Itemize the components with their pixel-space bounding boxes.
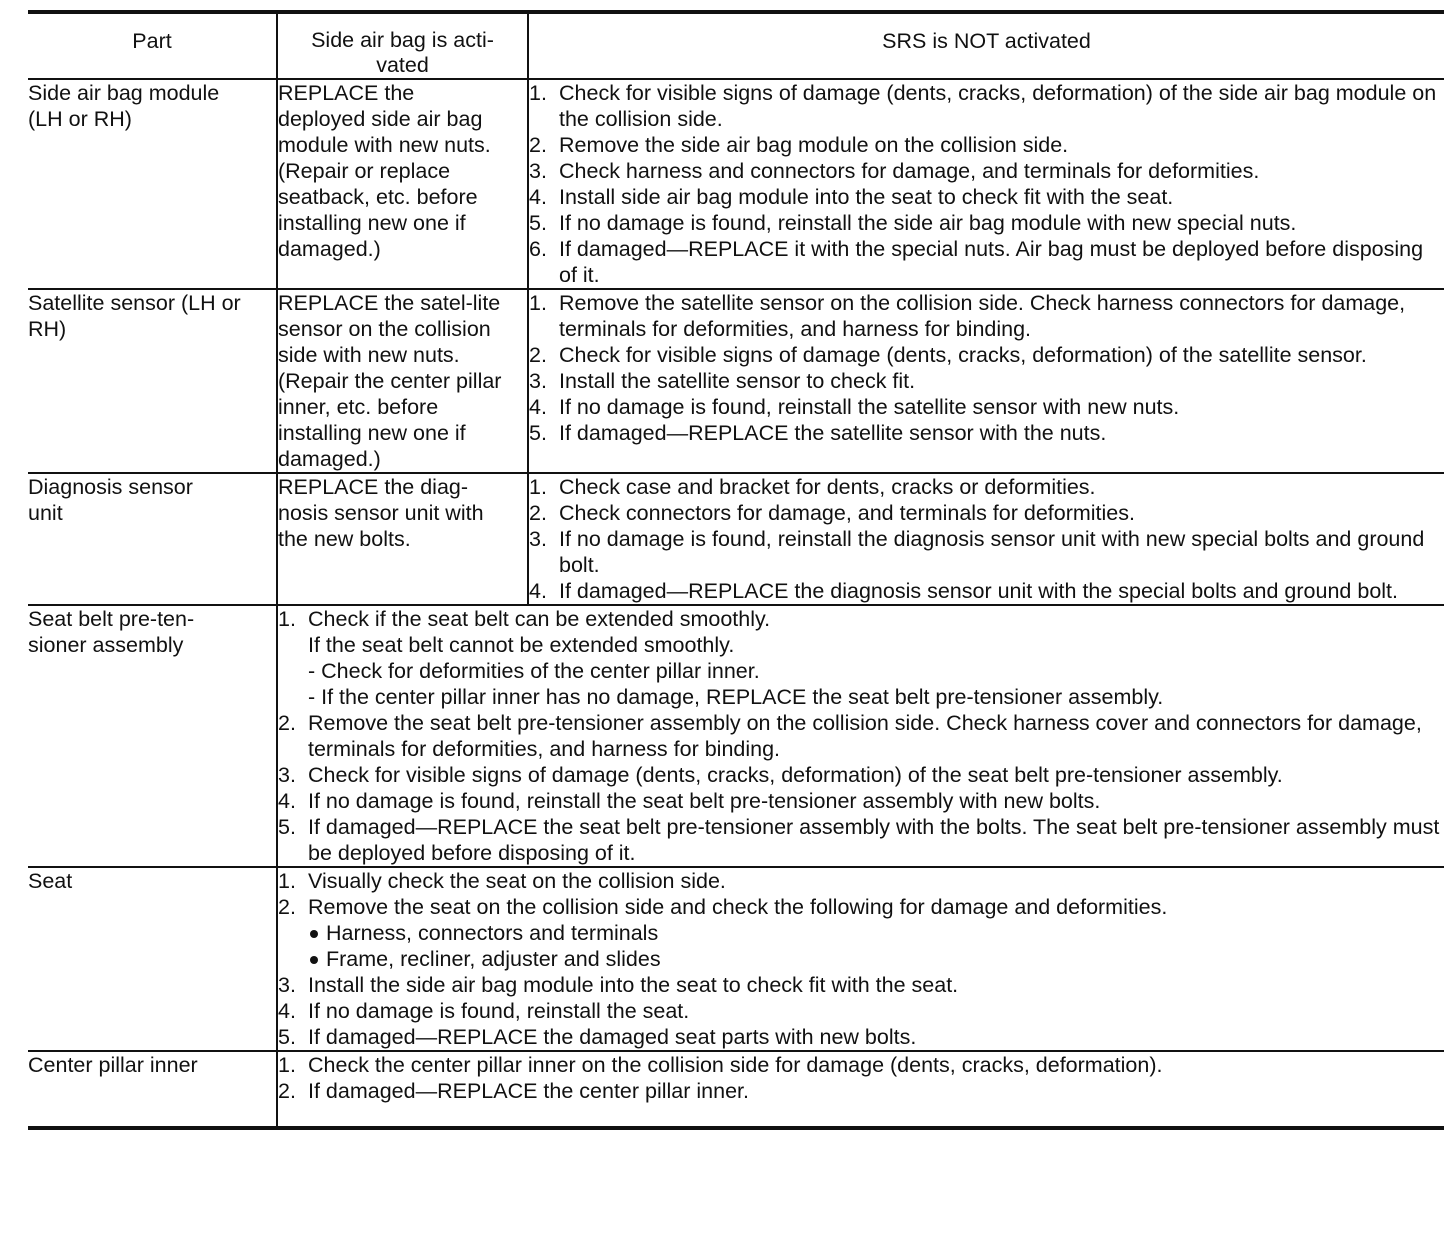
bullet-text: Frame, recliner, adjuster and slides <box>326 947 661 971</box>
step-item <box>529 184 1444 210</box>
step-number: 5. <box>278 815 296 839</box>
step-item <box>529 420 1444 446</box>
wide-cell <box>277 867 1444 1051</box>
header-not-activated: SRS is NOT activated <box>528 12 1444 79</box>
step-item <box>529 368 1444 394</box>
step-item <box>529 526 1444 578</box>
table-row <box>28 867 1444 1051</box>
step-item <box>529 80 1444 132</box>
bullet-item <box>308 946 1444 972</box>
step-text: Remove the seat on the collision side and check the following for damage and deformities. <box>308 895 1168 919</box>
steps-list <box>278 1052 1444 1104</box>
step-item <box>529 158 1444 184</box>
step-text: Install side air bag module into the seat to check fit with the seat. <box>559 185 1174 209</box>
sub-line: If the seat belt cannot be extended smoothly. <box>308 633 735 657</box>
step-text: Remove the seat belt pre-tensioner assembly on the collision side. Check harness cover and connectors for damage, terminals for deformities, and harness for binding. <box>308 711 1422 761</box>
step-number: 2. <box>529 133 547 157</box>
step-text: If damaged—REPLACE the diagnosis sensor unit with the special bolts and ground bolt. <box>559 579 1398 603</box>
step-item <box>278 868 1444 894</box>
not-activated-cell <box>528 473 1444 605</box>
step-item <box>529 474 1444 500</box>
step-text: If no damage is found, reinstall the side air bag module with new special nuts. <box>559 211 1297 235</box>
step-number: 1. <box>529 81 547 105</box>
bullet-icon <box>310 956 318 964</box>
wide-cell <box>277 1051 1444 1128</box>
sub-line: - If the center pillar inner has no damage, REPLACE the seat belt pre-tensioner assembly. <box>308 685 1164 709</box>
step-item <box>529 394 1444 420</box>
table-row <box>28 79 1444 289</box>
wide-cell <box>277 605 1444 867</box>
step-number: 5. <box>529 211 547 235</box>
step-text: Check connectors for damage, and terminals for deformities. <box>559 501 1135 525</box>
step-text: If damaged—REPLACE the seat belt pre-tensioner assembly with the bolts. The seat belt pre-tensioner assembly must be deployed before disposing of it. <box>308 815 1440 865</box>
step-number: 1. <box>278 607 296 631</box>
step-number: 2. <box>278 1079 296 1103</box>
step-number: 2. <box>529 501 547 525</box>
part-cell: Satellite sensor (LH or RH) <box>28 289 277 473</box>
step-text: If no damage is found, reinstall the seat belt pre-tensioner assembly with new bolts. <box>308 789 1101 813</box>
step-number: 3. <box>529 159 547 183</box>
step-text: Check harness and connectors for damage, and terminals for deformities. <box>559 159 1260 183</box>
step-text: If damaged—REPLACE the damaged seat parts with new bolts. <box>308 1025 917 1049</box>
part-cell: Seat belt pre-ten-sioner assembly <box>28 605 277 867</box>
step-text: Check for visible signs of damage (dents, cracks, deformation) of the satellite sensor. <box>559 343 1367 367</box>
step-number: 4. <box>529 395 547 419</box>
step-item <box>278 998 1444 1024</box>
step-text: Remove the side air bag module on the collision side. <box>559 133 1069 157</box>
step-item <box>278 1078 1444 1104</box>
step-item <box>278 788 1444 814</box>
part-cell: Side air bag module (LH or RH) <box>28 79 277 289</box>
step-text: Install the satellite sensor to check fit. <box>559 369 916 393</box>
step-text: Install the side air bag module into the seat to check fit with the seat. <box>308 973 959 997</box>
step-item <box>278 972 1444 998</box>
bullet-text: Harness, connectors and terminals <box>326 921 659 945</box>
bullet-item <box>308 920 1444 946</box>
step-text: Check if the seat belt can be extended smoothly. <box>308 607 771 631</box>
step-item <box>529 132 1444 158</box>
step-number: 4. <box>278 999 296 1023</box>
table-row <box>28 473 1444 605</box>
activated-cell: REPLACE the diag-nosis sensor unit with the new bolts. <box>277 473 528 605</box>
step-number: 6. <box>529 237 547 261</box>
step-item <box>278 710 1444 762</box>
step-text: If damaged—REPLACE the satellite sensor with the nuts. <box>559 421 1107 445</box>
step-number: 2. <box>529 343 547 367</box>
step-text: If no damage is found, reinstall the seat. <box>308 999 690 1023</box>
step-item <box>278 1052 1444 1078</box>
step-number: 5. <box>278 1025 296 1049</box>
step-text: Remove the satellite sensor on the collision side. Check harness connectors for damage, terminals for deformities, and harness for binding. <box>559 291 1406 341</box>
steps-list <box>529 290 1444 446</box>
step-item <box>529 290 1444 342</box>
step-number: 3. <box>278 763 296 787</box>
step-item <box>278 762 1444 788</box>
sub-line: - Check for deformities of the center pillar inner. <box>308 659 760 683</box>
not-activated-cell <box>528 79 1444 289</box>
step-number: 3. <box>529 527 547 551</box>
step-item <box>278 814 1444 866</box>
step-text: If no damage is found, reinstall the satellite sensor with new nuts. <box>559 395 1180 419</box>
step-number: 4. <box>529 579 547 603</box>
header-activated: Side air bag is acti- vated <box>277 12 528 79</box>
part-cell: Diagnosis sensor unit <box>28 473 277 605</box>
step-text: If damaged—REPLACE the center pillar inner. <box>308 1079 749 1103</box>
table-row <box>28 1051 1444 1128</box>
step-number: 3. <box>529 369 547 393</box>
steps-list <box>529 474 1444 604</box>
step-number: 1. <box>278 1053 296 1077</box>
step-number: 1. <box>529 475 547 499</box>
part-cell: Center pillar inner <box>28 1051 277 1128</box>
step-text: Check case and bracket for dents, cracks or deformities. <box>559 475 1096 499</box>
part-cell: Seat <box>28 867 277 1051</box>
steps-list <box>278 606 1444 866</box>
step-item <box>278 606 1444 710</box>
not-activated-cell <box>528 289 1444 473</box>
step-number: 1. <box>529 291 547 315</box>
step-item <box>278 1024 1444 1050</box>
step-text: If no damage is found, reinstall the diagnosis sensor unit with new special bolts and ground bolt. <box>559 527 1425 577</box>
header-row <box>28 12 1444 79</box>
step-text: Check for visible signs of damage (dents, cracks, deformation) of the seat belt pre-tensioner assembly. <box>308 763 1283 787</box>
step-item <box>529 500 1444 526</box>
step-text: Check for visible signs of damage (dents, cracks, deformation) of the side air bag module on the collision side. <box>559 81 1437 131</box>
step-item <box>529 342 1444 368</box>
steps-list <box>278 868 1444 1050</box>
table-row <box>28 289 1444 473</box>
step-number: 2. <box>278 895 296 919</box>
step-item <box>529 578 1444 604</box>
step-number: 3. <box>278 973 296 997</box>
bullet-icon <box>310 930 318 938</box>
step-text: Check the center pillar inner on the collision side for damage (dents, cracks, deformation). <box>308 1053 1163 1077</box>
step-number: 5. <box>529 421 547 445</box>
step-number: 1. <box>278 869 296 893</box>
srs-inspection-table <box>28 10 1444 1130</box>
step-number: 2. <box>278 711 296 735</box>
steps-list <box>529 80 1444 288</box>
step-text: If damaged—REPLACE it with the special nuts. Air bag must be deployed before disposing of it. <box>559 237 1424 287</box>
activated-cell: REPLACE the satel-lite sensor on the collision side with new nuts. (Repair the center pillar inner, etc. before installing new one if damaged.) <box>277 289 528 473</box>
header-part: Part <box>132 29 172 53</box>
step-item <box>278 894 1444 972</box>
step-number: 4. <box>529 185 547 209</box>
step-text: Visually check the seat on the collision side. <box>308 869 726 893</box>
step-item <box>529 210 1444 236</box>
activated-cell: REPLACE the deployed side air bag module with new nuts. (Repair or replace seatback, etc. before installing new one if damaged.) <box>277 79 528 289</box>
step-item <box>529 236 1444 288</box>
step-number: 4. <box>278 789 296 813</box>
table-row <box>28 605 1444 867</box>
